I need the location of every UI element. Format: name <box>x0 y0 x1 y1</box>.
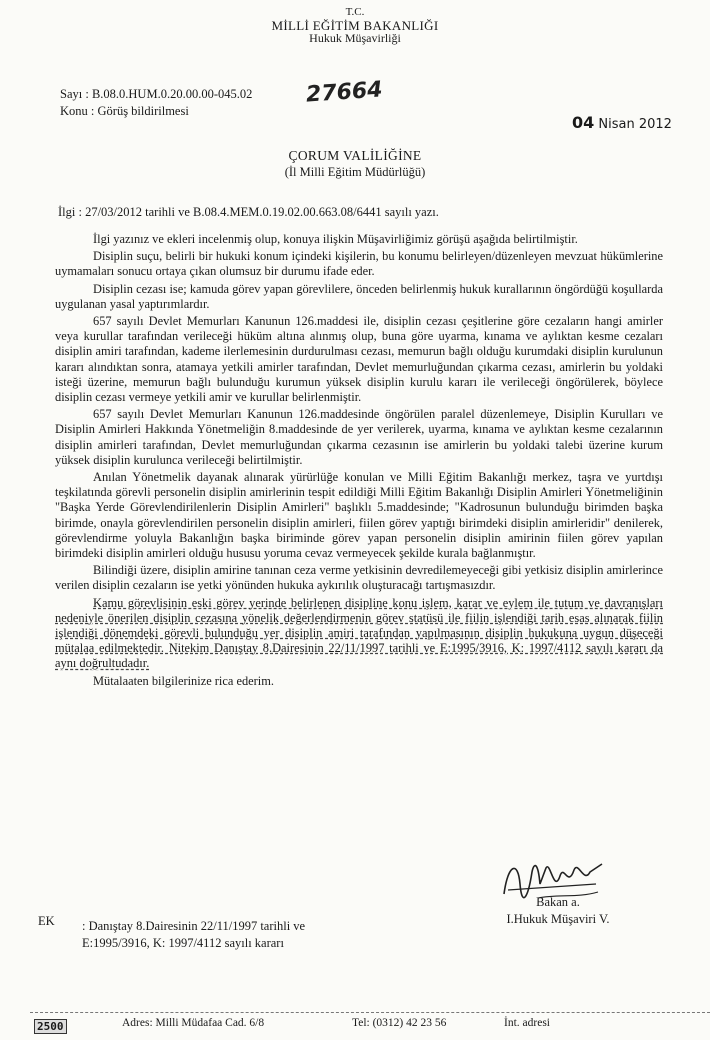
recipient-subunit: (İl Milli Eğitim Müdürlüğü) <box>284 165 426 179</box>
body-paragraph: Anılan Yönetmelik dayanak alınarak yürürlüğe konulan ve Milli Eğitim Bakanlığı merkez, taşra ve yurtdışı teşkilatında görevli personelin disiplin amirlerinin tespit edildiği Milli Eğitim Bakanlığı Disiplin Amirleri Yönetmeliğinin "Başka Yerde Görevlendirilenlerin Disiplin Amirleri" başlıklı 5.maddesinde; "Kadrosunun bulunduğu birimden başka birimde, onayla görevlendirilen personelin disiplin amirleri, fiilen görev yaptığı birimdeki disiplin amirleridir" denilerek, görevlendirme yoluyla Bakanlığın başka biriminde görev yapan personelin disiplin amirinin fiilen görev yapılan birimdeki disiplin amirleri olduğu hususu yoruma cevaz vermeyecek şekilde kurala bağlanmıştır. <box>55 470 663 561</box>
letterhead-ministry: MİLLİ EĞİTİM BAKANLIĞI <box>271 18 439 33</box>
date-day: 04 <box>572 113 595 132</box>
body-paragraph: Disiplin suçu, belirli bir hukuki konum içindeki kişilerin, bu konumu belirleyen/düzenleyen mevzuat hükümlerine uymamaları sonucu ortaya çıkan olumsuz bir durumu ifade eder. <box>55 249 663 279</box>
closing-line: Mütalaaten bilgilerinize rica ederim. <box>93 673 274 688</box>
body-paragraph-underlined: Kamu görevlisinin eski görev yerinde belirlenen disipline konu işlem, karar ve eylem ile tutum ve davranışları nedeniyle önerilen disiplin cezasına yönelik değerlendirmenin görev statüsü ile fiilin işlendiği tarih esas alınarak fiilin işlendiği dönemdeki görevli bulunduğu yer disiplin amiri tarafından yapılmasının disiplin hukukuna uygun düşeceği mütalaa edilmektedir. Nitekim Danıştay 8.Dairesinin 22/11/1997 tarihli ve E:1995/3916, K: 1997/4112 sayılı kararı da aynı doğrultudadır. <box>55 595 663 671</box>
attachment-item-cont: E:1995/3916, K: 1997/4112 sayılı kararı <box>82 936 284 950</box>
body-paragraph: Bilindiği üzere, disiplin amirine tanınan ceza verme yetkisinin devredilemeyeceği gibi yetkisiz disiplin amirlerince verilen disiplin cezaların ise yetki yönünden hukuka aykırılık oluşturacağı tartışmasızdır. <box>55 563 663 593</box>
footer-barcode-mark: 2500 <box>34 1019 67 1034</box>
subject-line: Konu : Görüş bildirilmesi <box>60 104 189 118</box>
date-stamp <box>572 113 672 132</box>
signature-title: I.Hukuk Müşaviri V. <box>506 912 610 926</box>
letter-footer <box>30 1012 710 1040</box>
footer-internet-address: İnt. adresi <box>504 1017 550 1029</box>
footer-address: Adres: Milli Müdafaa Cad. 6/8 <box>122 1017 265 1029</box>
attachment-item: : Danıştay 8.Dairesinin 22/11/1997 tarihli ve <box>82 919 306 933</box>
body-paragraph: İlgi yazınız ve ekleri incelenmiş olup, konuya ilişkin Müşavirliğimiz görüşü aşağıda belirtilmiştir. <box>93 232 578 246</box>
recipient-name: ÇORUM VALİLİĞİNE <box>288 148 422 163</box>
date-month-year: Nisan 2012 <box>598 117 672 132</box>
reference-block <box>60 86 252 120</box>
recipient-block <box>0 148 710 180</box>
footer-telephone: Tel: (0312) 42 23 56 <box>352 1017 447 1029</box>
letterhead-department: Hukuk Müşavirliği <box>309 31 401 45</box>
body-paragraph: Disiplin cezası ise; kamuda görev yapan görevlilere, önceden belirlenmiş hukuk kurallarının öngördüğü koşullarda uygulanan yasal yaptırımlardır. <box>55 281 663 311</box>
letterhead <box>0 6 710 45</box>
related-reference: İlgi : 27/03/2012 tarihli ve B.08.4.MEM.0.19.02.00.663.08/6441 sayılı yazı. <box>58 205 439 219</box>
letter-body <box>55 232 663 691</box>
signature-authority: Bakan a. <box>536 895 580 909</box>
attachment-list <box>82 918 305 952</box>
attachment-label: EK <box>38 914 55 928</box>
signature-block <box>468 894 648 928</box>
reference-number: Sayı : B.08.0.HUM.0.20.00.00-045.02 <box>60 87 253 101</box>
body-paragraph: 657 sayılı Devlet Memurları Kanunun 126.maddesinde öngörülen paralel düzenlemeye, Disiplin Kurulları ve Disiplin Amirleri Hakkında Yönetmeliğin 8.maddesinde de yer verilerek, uyarma, kınama ve aylıktan kesme cezalarının disiplin amirleri tarafından, Devlet memurluğundan çıkarma cezasının ise amirlerin bu yoldaki talebi üzerine kurum yüksek disiplin kurulunca verileceği belirtilmiştir. <box>55 407 663 467</box>
letterhead-tc: T.C. <box>345 6 365 18</box>
body-paragraph: 657 sayılı Devlet Memurları Kanunun 126.maddesi ile, disiplin cezası çeşitlerine göre cezaların hangi amirler veya kurullar tarafından verileceği hüküm altına alınmış olup, buna göre uyarma, kınama ve aylıktan kesme cezaları disiplin amiri tarafından, kademe ilerlemesinin durdurulması cezası, memurun bağlı olduğu kurumdaki disiplin kurulunun kararı alındıktan sonra, atamaya yetkili amirler tarafından, Devlet memurluğundan çıkarma cezası, amirlerin bu yoldaki isteği üzerine, memurun bağlı bulunduğu kurumun yüksek disiplin kurulu kararı ile verileceği öngörülerek, böylece disiplin cezası vermeye yetkili amir ve kurullar belirlenmiştir. <box>55 314 663 405</box>
handwritten-registry-number: 27664 <box>305 77 384 108</box>
